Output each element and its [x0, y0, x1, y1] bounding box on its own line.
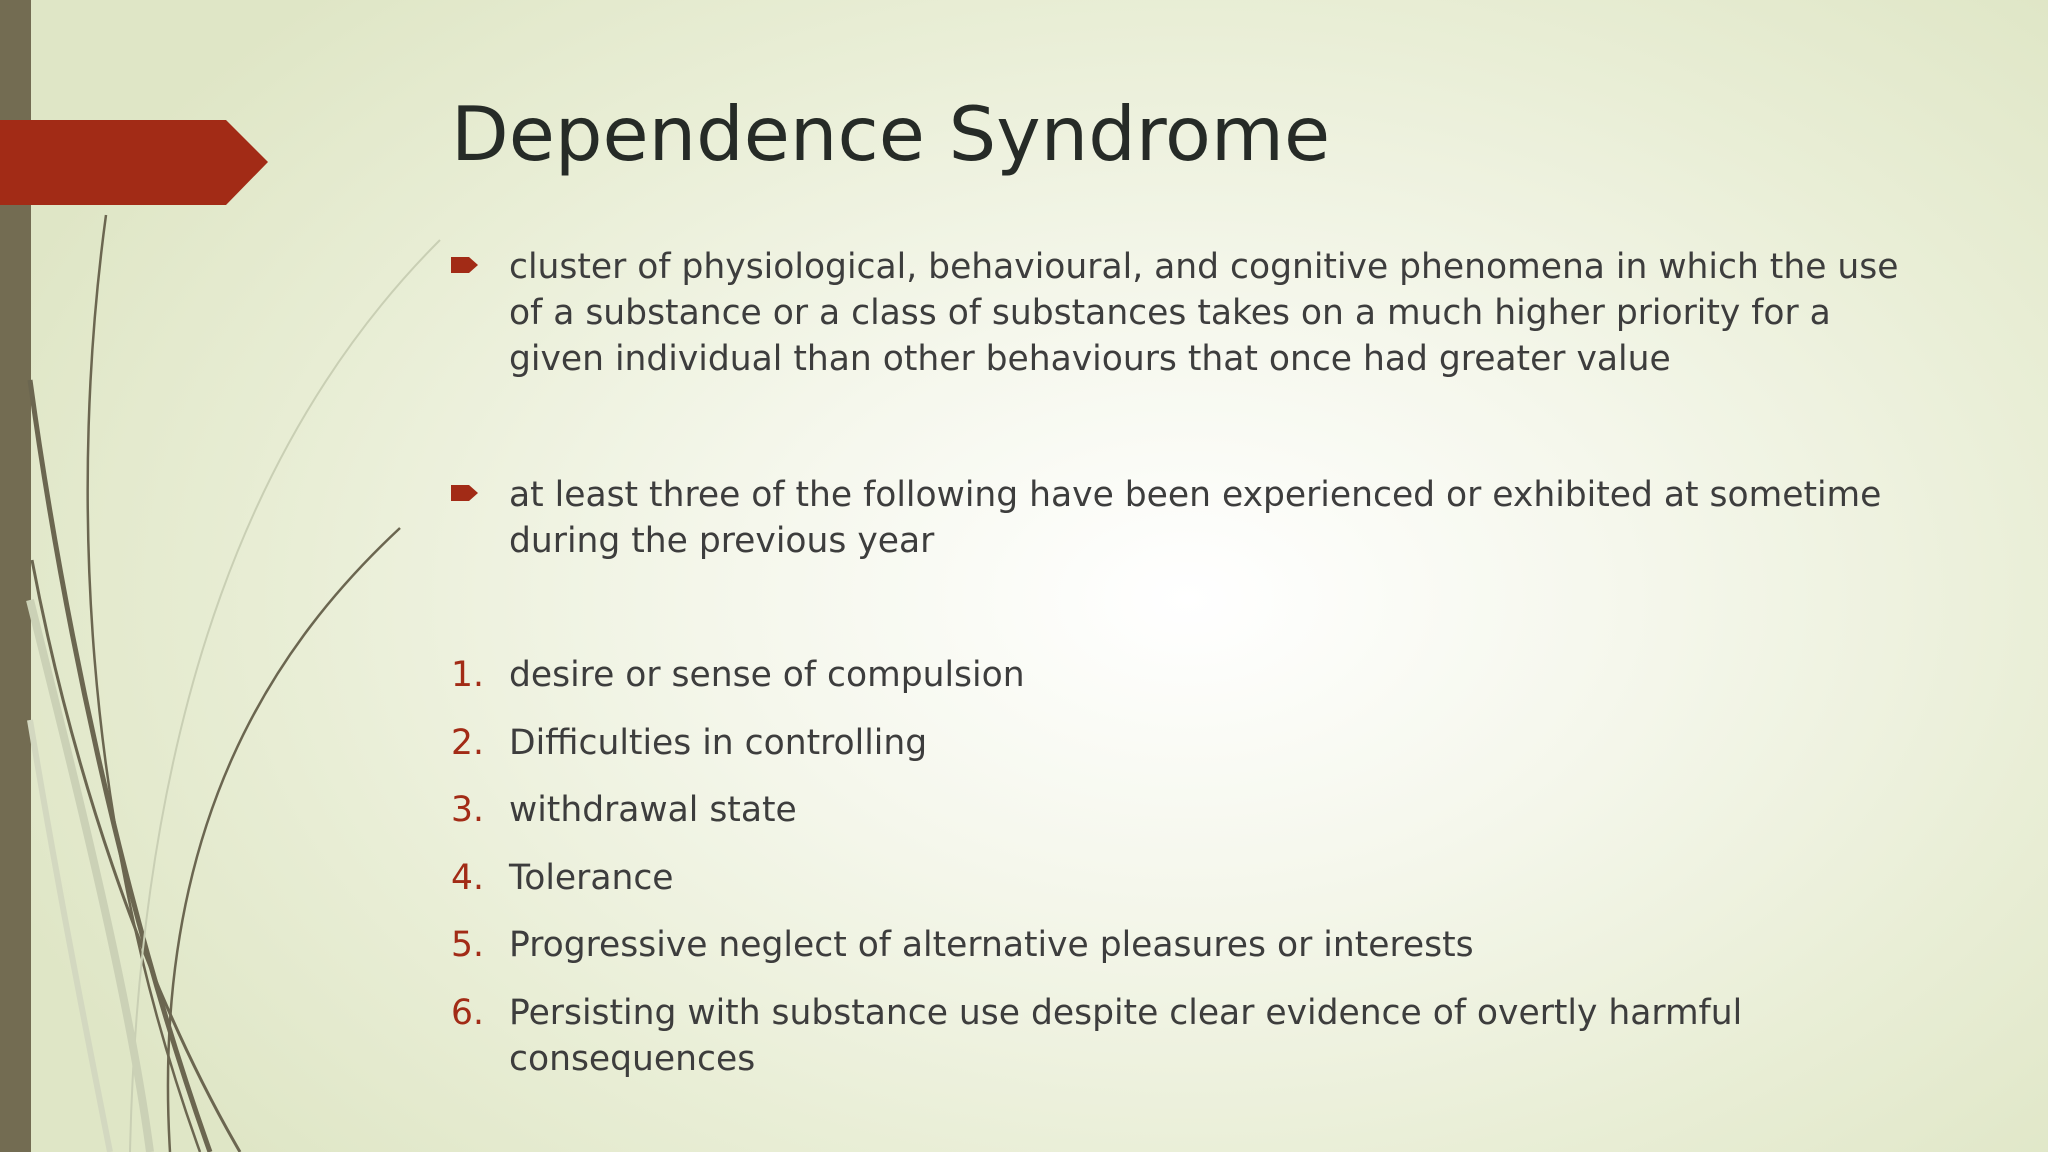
item-number: 2. [451, 722, 484, 763]
bullet-text: at least three of the following have been experienced or exhibited at sometime during the previous year [509, 475, 1882, 561]
item-text: Tolerance [509, 857, 674, 898]
numbered-item [451, 652, 1911, 698]
bullet-item [451, 472, 1911, 564]
numbered-item [451, 922, 1911, 968]
numbered-item [451, 990, 1911, 1082]
item-number: 6. [451, 992, 484, 1033]
item-number: 5. [451, 925, 484, 965]
item-text: withdrawal state [509, 790, 797, 830]
item-number: 4. [451, 857, 484, 898]
criteria-numbered-list [451, 652, 1911, 1103]
arrow-bullet-icon [451, 254, 479, 276]
bullet-item [451, 244, 1911, 382]
item-text: Difficulties in controlling [509, 722, 928, 763]
slide-title: Dependence Syndrome [451, 90, 1331, 178]
numbered-item [451, 720, 1911, 766]
numbered-item [451, 787, 1911, 833]
item-text: Progressive neglect of alternative pleasures or interests [509, 925, 1474, 965]
arrow-bullet-icon [451, 482, 479, 504]
item-number: 1. [451, 655, 484, 695]
numbered-item [451, 855, 1911, 901]
item-number: 3. [451, 790, 484, 830]
title-accent-arrow [0, 120, 268, 205]
item-text: desire or sense of compulsion [509, 655, 1025, 695]
item-text: Persisting with substance use despite clear evidence of overtly harmful consequences [509, 992, 1743, 1079]
bullet-list [451, 244, 1911, 564]
bullet-text: cluster of physiological, behavioural, and cognitive phenomena in which the use of a substance or a class of substances takes on a much higher priority for a given individual than other behaviours that once had greater value [509, 247, 1899, 379]
